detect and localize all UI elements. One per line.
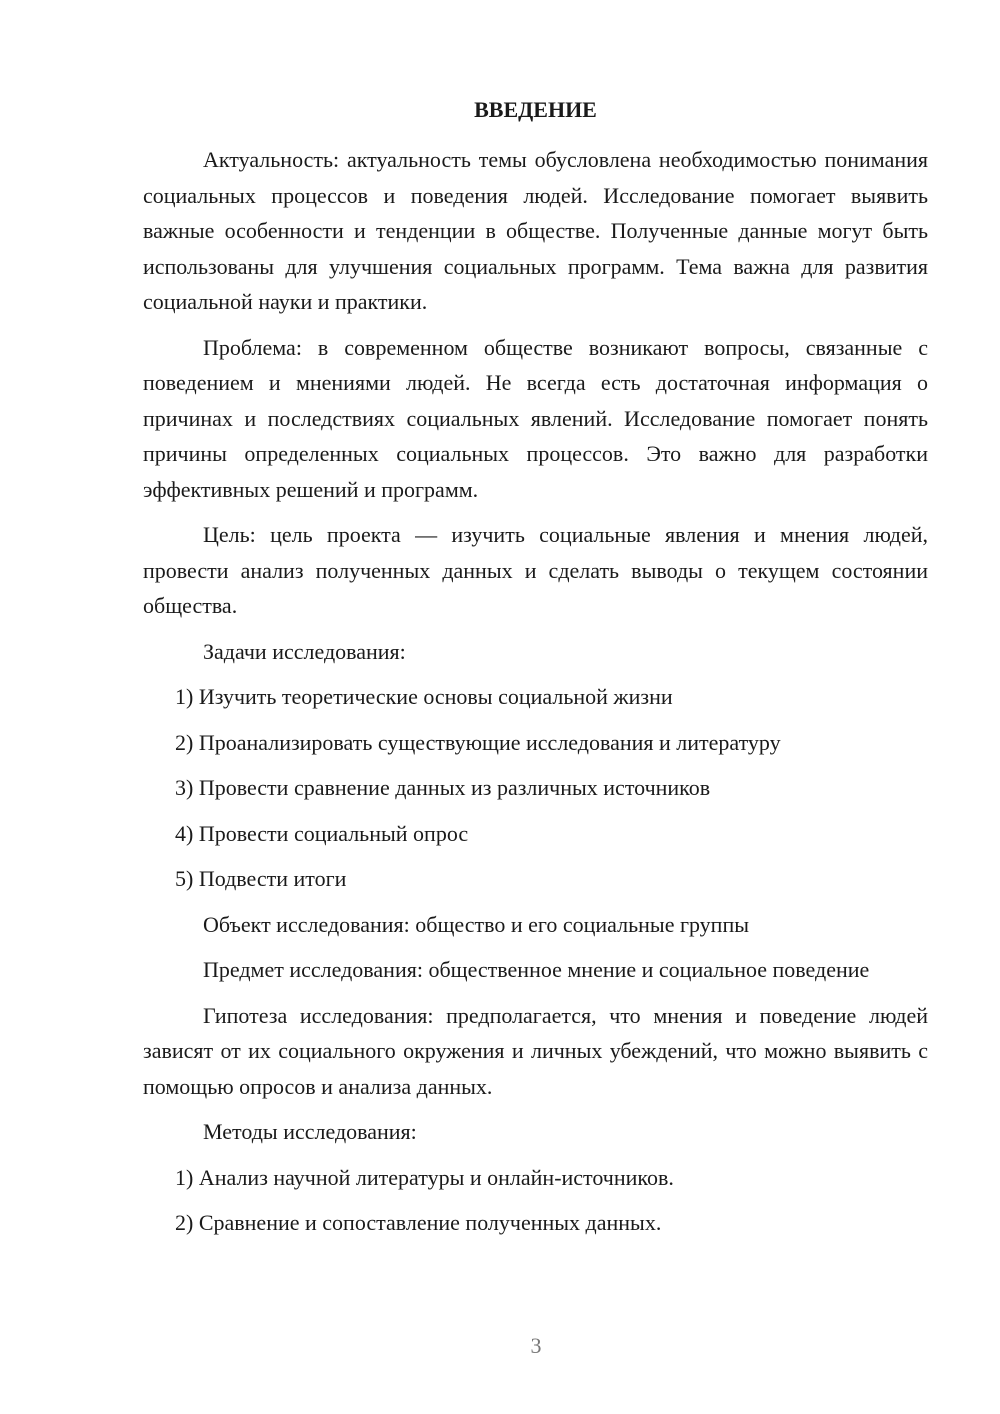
paragraph-problem: Проблема: в современном обществе возникают вопросы, связанные с поведением и мнениями людей. Не всегда есть достаточная информация о причинах и последствиях социальных явлений. Исследование помогает понять причины определенных социальных процессов. Это важно для разработки эффективных решений и программ.: [143, 334, 928, 502]
paragraph-hypothesis: Гипотеза исследования: предполагается, что мнения и поведение людей зависят от их социального окружения и личных убеждений, что можно выявить с помощью опросов и анализа данных.: [143, 1002, 928, 1099]
paragraph-subject: Предмет исследования: общественное мнение и социальное поведение: [203, 957, 870, 982]
method-item: 1) Анализ научной литературы и онлайн-источников.: [175, 1164, 674, 1190]
section-heading: ВВЕДЕНИЕ: [474, 97, 597, 122]
paragraph-goal: Цель: цель проекта — изучить социальные явления и мнения людей, провести анализ полученных данных и сделать выводы о текущем состоянии общества.: [143, 522, 928, 618]
page-number: 3: [530, 1333, 542, 1358]
methods-title: Методы исследования:: [203, 1119, 417, 1144]
tasks-title: Задачи исследования:: [203, 638, 406, 664]
paragraph-object: Объект исследования: общество и его социальные группы: [203, 911, 750, 937]
task-item: 5) Подвести итоги: [175, 866, 347, 891]
paragraph-relevance: Актуальность: актуальность темы обусловлена необходимостью понимания социальных процессов и поведения людей. Исследование помогает выявить важные особенности и тенденции в обществе. Полученные данные могут быть использованы для улучшения социальных программ. Тема важна для развития социальной науки и практики.: [143, 147, 928, 314]
task-item: 4) Провести социальный опрос: [175, 820, 469, 846]
task-item: 3) Провести сравнение данных из различных источников: [175, 775, 711, 800]
method-item: 2) Сравнение и сопоставление полученных данных.: [175, 1210, 662, 1235]
task-item: 1) Изучить теоретические основы социальной жизни: [175, 684, 673, 709]
document-body: [143, 92, 928, 1251]
task-item: 2) Проанализировать существующие исследования и литературу: [175, 729, 781, 755]
